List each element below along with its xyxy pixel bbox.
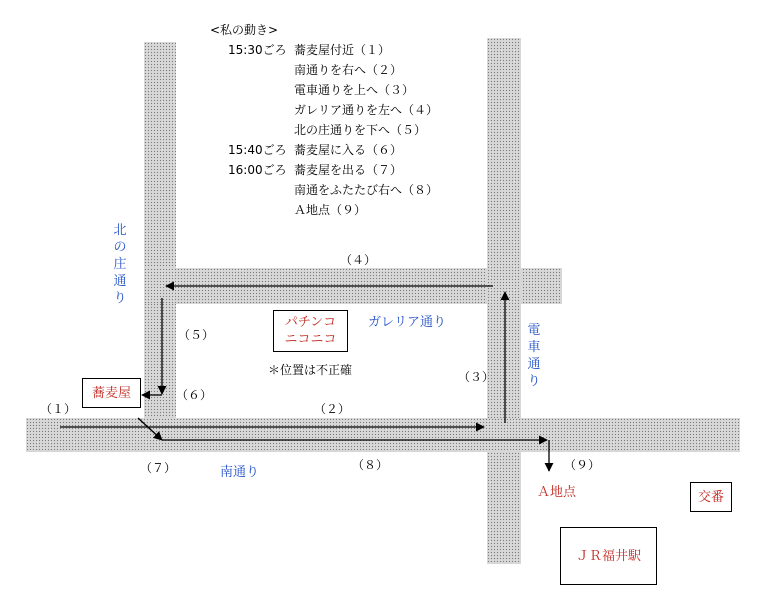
street-char: の [113,240,127,255]
legend-entry-text: 電車通りを上へ（３） [294,83,415,97]
legend-entry-text: Ａ地点（９） [294,203,367,217]
place-point-a: Ａ地点 [537,485,577,500]
street-char: 庄 [113,257,127,272]
step-label-1: （１） [40,402,77,416]
place-koban-label: 交番 [697,489,724,505]
legend-entry-time: 16:00ごろ [228,163,287,177]
place-pachinko-line: パチンコ [284,315,337,330]
street-label-galleria: ガレリア通り [368,315,447,330]
street-char: 北 [113,223,127,238]
legend-entry-text: 蕎麦屋を出る（７） [294,163,403,177]
step-label-2: （２） [314,402,351,416]
legend-heading: <私の動き> [210,23,279,37]
step-label-9: （９） [564,458,601,472]
street-char: 車 [527,340,541,355]
legend-entry-text: 蕎麦屋付近（１） [294,43,391,57]
legend-entry-time: 15:40ごろ [228,143,287,157]
place-pachinko-line: ニコニコ [284,332,337,347]
street-char: り [113,291,127,306]
legend-entry-time: 15:30ごろ [228,43,287,57]
route-arrow-7 [138,418,162,440]
step-label-3: （３） [458,370,495,384]
step-label-7: （７） [140,461,177,475]
place-sobaya-label: 蕎麦屋 [91,385,131,401]
street-label-minami: 南通り [220,465,260,480]
street-char: り [527,374,541,389]
legend-entry-text: ガレリア通りを左へ（４） [294,103,439,117]
legend-entry-text: 北の庄通りを下へ（５） [294,123,427,137]
legend-entry-text: 蕎麦屋に入る（６） [294,143,403,157]
street-char: 電 [527,323,541,338]
legend-entry-text: 南通りを右へ（２） [294,63,403,77]
legend-entry-text: 南通をふたたび右へ（８） [294,183,439,197]
step-label-8: （８） [352,458,389,472]
street-char: 通 [113,274,127,289]
step-label-4: （４） [340,253,377,267]
step-label-5: （５） [178,328,215,342]
place-station-label: ＪＲ福井駅 [575,548,641,564]
pachinko-note: ＊位置は不正確 [268,363,353,377]
step-label-6: （６） [176,388,213,402]
street-char: 通 [527,357,541,372]
